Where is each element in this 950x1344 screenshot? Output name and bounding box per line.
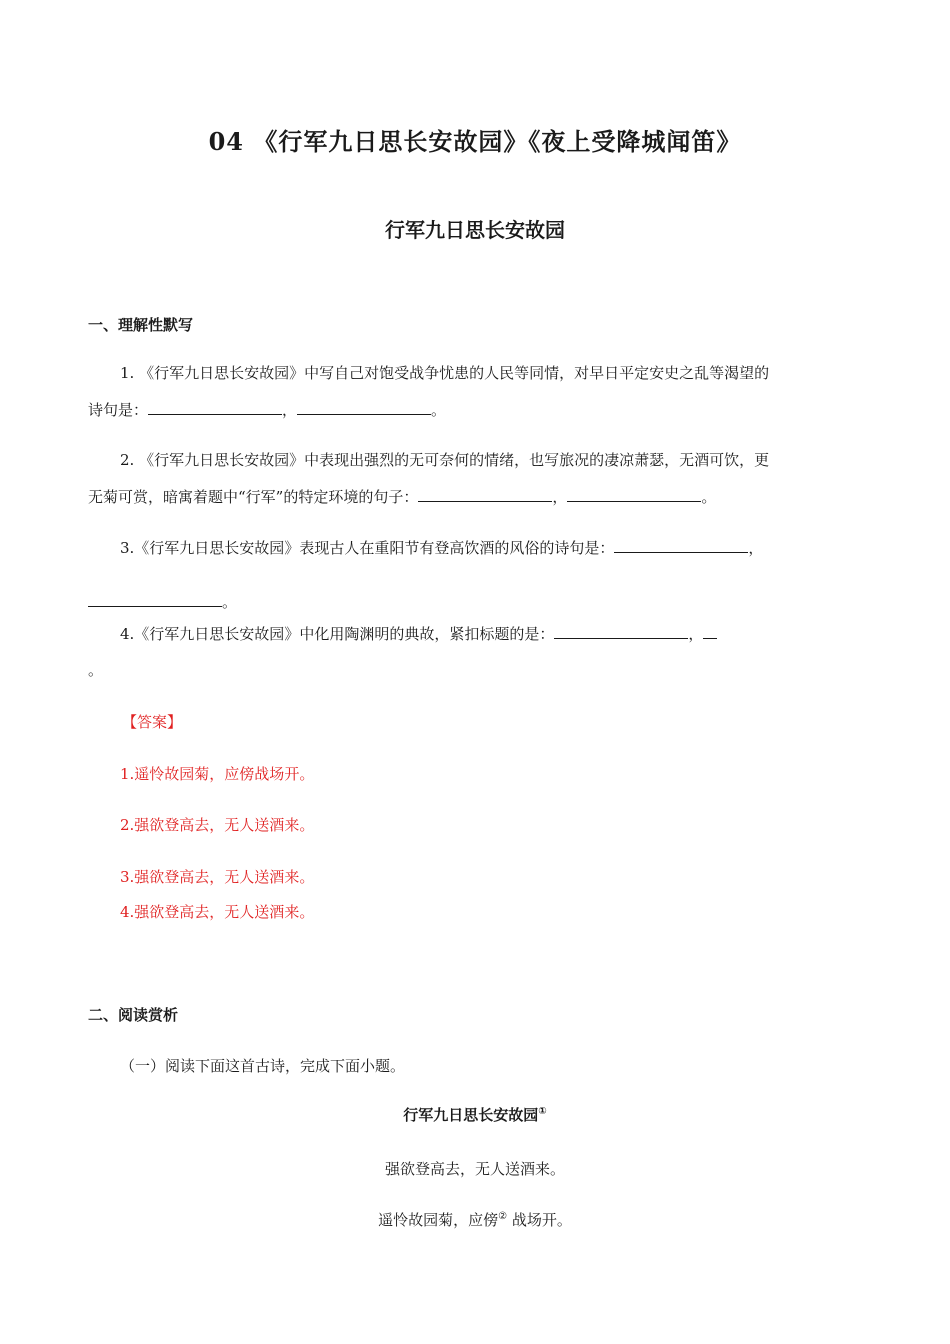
question-2 <box>88 442 868 516</box>
answer-4: 4.强欲登高去，无人送酒来。 <box>120 903 315 921</box>
question-1-text: 1. 《行军九日思长安故园》中写自己对饱受战争忧患的人民等同情，对早日平定安史之乱等渴望的 <box>120 364 770 382</box>
section-heading-dictation: 一、理解性默写 <box>88 316 194 334</box>
answer-blank[interactable] <box>418 487 552 502</box>
question-2-text: 2. 《行军九日思长安故园》中表现出强烈的无可奈何的情绪，也写旅况的凄凉萧瑟，无酒可饮，更 <box>120 451 770 469</box>
question-2-text-cont: 无菊可赏，暗寓着题中“行军”的特定环境的句子： <box>88 488 419 506</box>
question-4-text: 4.《行军九日思长安故园》中化用陶渊明的典故，紧扣标题的是： <box>120 625 555 643</box>
question-4-line2 <box>88 652 868 689</box>
answer-blank[interactable] <box>554 624 688 639</box>
separator: ， <box>552 488 568 506</box>
poem-title <box>0 1104 950 1125</box>
question-3 <box>88 530 868 567</box>
poem-line-2 <box>0 1209 950 1230</box>
period: 。 <box>222 593 238 611</box>
answer-label: 【答案】 <box>122 713 183 731</box>
answer-1: 1.遥怜故园菊，应傍战场开。 <box>120 765 315 783</box>
poem-subtitle: 行军九日思长安故园 <box>385 218 565 242</box>
answer-2: 2.强欲登高去，无人送酒来。 <box>120 816 315 834</box>
section-heading-reading: 二、阅读赏析 <box>88 1006 179 1024</box>
poem-line-2-text: 遥怜故园菊，应傍 <box>378 1211 499 1229</box>
period: 。 <box>88 661 104 679</box>
question-4 <box>88 616 868 653</box>
footnote-marker: ① <box>538 1106 547 1117</box>
reading-instructions: （一）阅读下面这首古诗，完成下面小题。 <box>120 1057 406 1075</box>
period: 。 <box>431 401 447 419</box>
answer-blank[interactable] <box>148 400 282 415</box>
answer-blank[interactable] <box>703 624 717 639</box>
period: 。 <box>701 488 717 506</box>
answer-3: 3.强欲登高去，无人送酒来。 <box>120 868 315 886</box>
question-3-text: 3.《行军九日思长安故园》表现古人在重阳节有登高饮酒的风俗的诗句是： <box>120 539 615 557</box>
answer-blank[interactable] <box>567 487 701 502</box>
poem-line-2-text-end: 战场开。 <box>507 1211 572 1229</box>
answer-blank[interactable] <box>88 592 222 607</box>
footnote-marker: ② <box>498 1211 508 1222</box>
page-title: 04 《行军九日思长安故园》《夜上受降城闻笛》 <box>208 127 742 156</box>
poem-title-text: 行军九日思长安故园 <box>403 1106 539 1124</box>
separator: ， <box>748 539 764 557</box>
question-1 <box>88 355 868 429</box>
poem-line-1: 强欲登高去，无人送酒来。 <box>384 1160 565 1178</box>
question-1-text-cont: 诗句是： <box>88 401 149 419</box>
separator: ， <box>282 401 298 419</box>
separator: ， <box>688 625 704 643</box>
answer-blank[interactable] <box>297 400 431 415</box>
answer-blank[interactable] <box>614 538 748 553</box>
